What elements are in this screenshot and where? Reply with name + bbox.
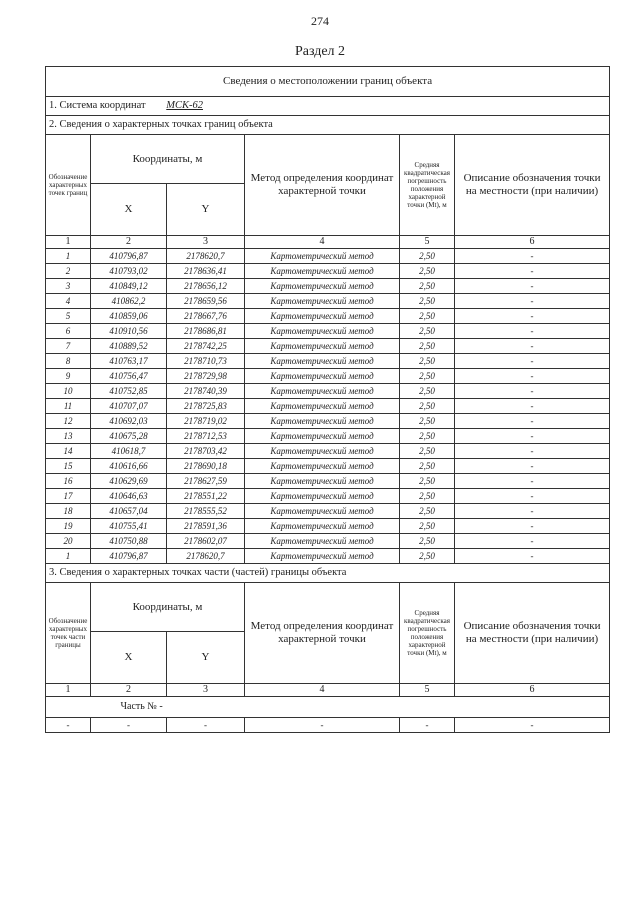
cell-y: 2178591,36 (167, 519, 245, 534)
col-num: 2 (91, 236, 167, 249)
cell-pt: 20 (46, 534, 91, 549)
cell-err: 2,50 (400, 384, 455, 399)
col-num: 2 (91, 684, 167, 697)
cell-x: 410707,07 (91, 399, 167, 414)
cell-y: 2178620,7 (167, 549, 245, 564)
section3-title: 3. Сведения о характерных точках части (частей) границы объекта (46, 564, 610, 583)
part-label: Часть № - (91, 697, 610, 718)
header-y: Y (167, 184, 245, 236)
table-row (46, 279, 610, 294)
cell-pt: 13 (46, 429, 91, 444)
cell-pt: 14 (46, 444, 91, 459)
cell-err: 2,50 (400, 279, 455, 294)
cell-pt: 19 (46, 519, 91, 534)
cell-err: 2,50 (400, 399, 455, 414)
section-title: Раздел 2 (294, 44, 346, 59)
cell-err: 2,50 (400, 354, 455, 369)
cell-err: 2,50 (400, 309, 455, 324)
cell-pt: 7 (46, 339, 91, 354)
cell-y: 2178729,98 (167, 369, 245, 384)
cell-x: 410859,06 (91, 309, 167, 324)
cell-method: Картометрический метод (245, 459, 400, 474)
cell-pt: 18 (46, 504, 91, 519)
cell-x: 410692,03 (91, 414, 167, 429)
table-row (46, 384, 610, 399)
cell-desc: - (455, 459, 610, 474)
cell-err: - (400, 718, 455, 733)
table-row (46, 549, 610, 564)
cell-pt: 16 (46, 474, 91, 489)
cell-pt: - (46, 718, 91, 733)
cell-err: 2,50 (400, 549, 455, 564)
cell-x: 410629,69 (91, 474, 167, 489)
cell-method: Картометрический метод (245, 504, 400, 519)
cell-y: - (167, 718, 245, 733)
table-row (46, 504, 610, 519)
table-row (46, 414, 610, 429)
cell-err: 2,50 (400, 249, 455, 264)
cell-method: Картометрический метод (245, 549, 400, 564)
cell-pt: 9 (46, 369, 91, 384)
header-description-part: Описание обозначения точки на местности (при наличии) (455, 583, 610, 684)
cell-x: 410646,63 (91, 489, 167, 504)
boundary-table (45, 66, 610, 733)
cell-method: Картометрический метод (245, 384, 400, 399)
header-method-part: Метод определения координат характерной точки (245, 583, 400, 684)
table-banner: Сведения о местоположении границ объекта (46, 67, 610, 97)
cell-y: 2178710,73 (167, 354, 245, 369)
cell-desc: - (455, 399, 610, 414)
cell-pt: 15 (46, 459, 91, 474)
table-row (46, 474, 610, 489)
cell-method: Картометрический метод (245, 294, 400, 309)
cell-x: 410910,56 (91, 324, 167, 339)
header-coords-part: Координаты, м (91, 583, 245, 632)
cell-x: 410796,87 (91, 549, 167, 564)
cell-err: 2,50 (400, 429, 455, 444)
cell-err: 2,50 (400, 294, 455, 309)
cell-method: Картометрический метод (245, 489, 400, 504)
cell-pt: 5 (46, 309, 91, 324)
cell-err: 2,50 (400, 264, 455, 279)
cell-err: 2,50 (400, 459, 455, 474)
cell-x: 410618,7 (91, 444, 167, 459)
section2-title: 2. Сведения о характерных точках границ объекта (46, 116, 610, 135)
cell-pt: 11 (46, 399, 91, 414)
cell-x: 410849,12 (91, 279, 167, 294)
cell-y: 2178620,7 (167, 249, 245, 264)
table-row (46, 324, 610, 339)
table-row (46, 399, 610, 414)
cell-x: - (91, 718, 167, 733)
cell-pt: 10 (46, 384, 91, 399)
cell-method: Картометрический метод (245, 279, 400, 294)
header-x: X (91, 184, 167, 236)
cell-y: 2178719,02 (167, 414, 245, 429)
cell-pt: 1 (46, 549, 91, 564)
cell-err: 2,50 (400, 339, 455, 354)
cell-x: 410657,04 (91, 504, 167, 519)
cell-x: 410616,66 (91, 459, 167, 474)
cell-y: 2178742,25 (167, 339, 245, 354)
cell-desc: - (455, 444, 610, 459)
col-num: 1 (46, 236, 91, 249)
table-row (46, 354, 610, 369)
table-row (46, 249, 610, 264)
header-method: Метод определения координат характерной точки (245, 135, 400, 236)
col-num: 6 (455, 236, 610, 249)
cell-desc: - (455, 309, 610, 324)
cell-y: 2178686,81 (167, 324, 245, 339)
cell-y: 2178551,22 (167, 489, 245, 504)
cell-x: 410675,28 (91, 429, 167, 444)
cell-pt: 12 (46, 414, 91, 429)
table-row (46, 294, 610, 309)
cell-pt: 4 (46, 294, 91, 309)
cell-method: Картометрический метод (245, 429, 400, 444)
cell-desc: - (455, 414, 610, 429)
part-label-row (46, 697, 610, 718)
table-row (46, 339, 610, 354)
table-row (46, 369, 610, 384)
cell-y: 2178725,83 (167, 399, 245, 414)
coordinate-system-row (46, 97, 610, 116)
cell-y: 2178712,53 (167, 429, 245, 444)
cell-method: Картометрический метод (245, 369, 400, 384)
cell-desc: - (455, 489, 610, 504)
cell-desc: - (455, 249, 610, 264)
cell-x: 410752,85 (91, 384, 167, 399)
cell-desc: - (455, 354, 610, 369)
cell-method: Картометрический метод (245, 519, 400, 534)
cell-desc: - (455, 474, 610, 489)
cell-err: 2,50 (400, 444, 455, 459)
cell-y: 2178667,76 (167, 309, 245, 324)
cell-y: 2178659,56 (167, 294, 245, 309)
header-point: Обозначение характерных точек границ (46, 135, 91, 236)
cell-method: Картометрический метод (245, 309, 400, 324)
cell-desc: - (455, 324, 610, 339)
table-row (46, 489, 610, 504)
table-row (46, 264, 610, 279)
cell-desc: - (455, 339, 610, 354)
col-num: 5 (400, 684, 455, 697)
col-num: 4 (245, 236, 400, 249)
cell-y: 2178602,07 (167, 534, 245, 549)
header-x-part: X (91, 632, 167, 684)
col-num: 3 (167, 236, 245, 249)
table-row (46, 309, 610, 324)
coordinate-system-label: 1. Система координат (49, 99, 146, 111)
cell-y: 2178740,39 (167, 384, 245, 399)
cell-err: 2,50 (400, 414, 455, 429)
col-num: 6 (455, 684, 610, 697)
cell-method: Картометрический метод (245, 444, 400, 459)
cell-desc: - (455, 504, 610, 519)
table-row (46, 718, 610, 733)
cell-pt: 1 (46, 249, 91, 264)
cell-y: 2178690,18 (167, 459, 245, 474)
table-row (46, 429, 610, 444)
cell-x: 410862,2 (91, 294, 167, 309)
cell-desc: - (455, 384, 610, 399)
header-point-part: Обозначение характерных точек части границы (46, 583, 91, 684)
cell-desc: - (455, 294, 610, 309)
cell-method: Картометрический метод (245, 249, 400, 264)
cell-err: 2,50 (400, 519, 455, 534)
cell-x: 410763,17 (91, 354, 167, 369)
cell-method: Картометрический метод (245, 264, 400, 279)
table-row (46, 444, 610, 459)
cell-err: 2,50 (400, 324, 455, 339)
cell-method: Картометрический метод (245, 399, 400, 414)
header-error-part: Средняя квадратическая погрешность положения характерной точки (Мt), м (400, 583, 455, 684)
cell-x: 410796,87 (91, 249, 167, 264)
header-y-part: Y (167, 632, 245, 684)
cell-err: 2,50 (400, 369, 455, 384)
col-num: 5 (400, 236, 455, 249)
cell-x: 410755,41 (91, 519, 167, 534)
cell-desc: - (455, 279, 610, 294)
cell-y: 2178555,52 (167, 504, 245, 519)
cell-pt: 17 (46, 489, 91, 504)
cell-desc: - (455, 519, 610, 534)
cell-desc: - (455, 429, 610, 444)
cell-method: - (245, 718, 400, 733)
cell-pt: 8 (46, 354, 91, 369)
table-row (46, 519, 610, 534)
cell-y: 2178703,42 (167, 444, 245, 459)
cell-method: Картометрический метод (245, 414, 400, 429)
cell-desc: - (455, 549, 610, 564)
cell-x: 410750,88 (91, 534, 167, 549)
cell-desc: - (455, 534, 610, 549)
cell-err: 2,50 (400, 534, 455, 549)
cell-pt: 6 (46, 324, 91, 339)
column-numbers-row (46, 236, 610, 249)
col-num: 4 (245, 684, 400, 697)
table-row (46, 459, 610, 474)
coordinate-system-value: МСК-62 (166, 99, 203, 111)
column-numbers-row-part (46, 684, 610, 697)
cell-pt: 3 (46, 279, 91, 294)
cell-err: 2,50 (400, 474, 455, 489)
cell-x: 410793,02 (91, 264, 167, 279)
header-coords: Координаты, м (91, 135, 245, 184)
cell-method: Картометрический метод (245, 339, 400, 354)
page-number: 274 (311, 14, 329, 28)
cell-x: 410756,47 (91, 369, 167, 384)
cell-desc: - (455, 718, 610, 733)
cell-method: Картометрический метод (245, 354, 400, 369)
cell-method: Картометрический метод (245, 534, 400, 549)
cell-pt: 2 (46, 264, 91, 279)
cell-y: 2178656,12 (167, 279, 245, 294)
cell-err: 2,50 (400, 489, 455, 504)
cell-desc: - (455, 264, 610, 279)
cell-y: 2178627,59 (167, 474, 245, 489)
cell-method: Картометрический метод (245, 324, 400, 339)
cell-method: Картометрический метод (245, 474, 400, 489)
cell-y: 2178636,41 (167, 264, 245, 279)
col-num: 1 (46, 684, 91, 697)
header-error: Средняя квадратическая погрешность положения характерной точки (Мt), м (400, 135, 455, 236)
cell-err: 2,50 (400, 504, 455, 519)
header-description: Описание обозначения точки на местности (при наличии) (455, 135, 610, 236)
cell-desc: - (455, 369, 610, 384)
col-num: 3 (167, 684, 245, 697)
table-row (46, 534, 610, 549)
cell-x: 410889,52 (91, 339, 167, 354)
